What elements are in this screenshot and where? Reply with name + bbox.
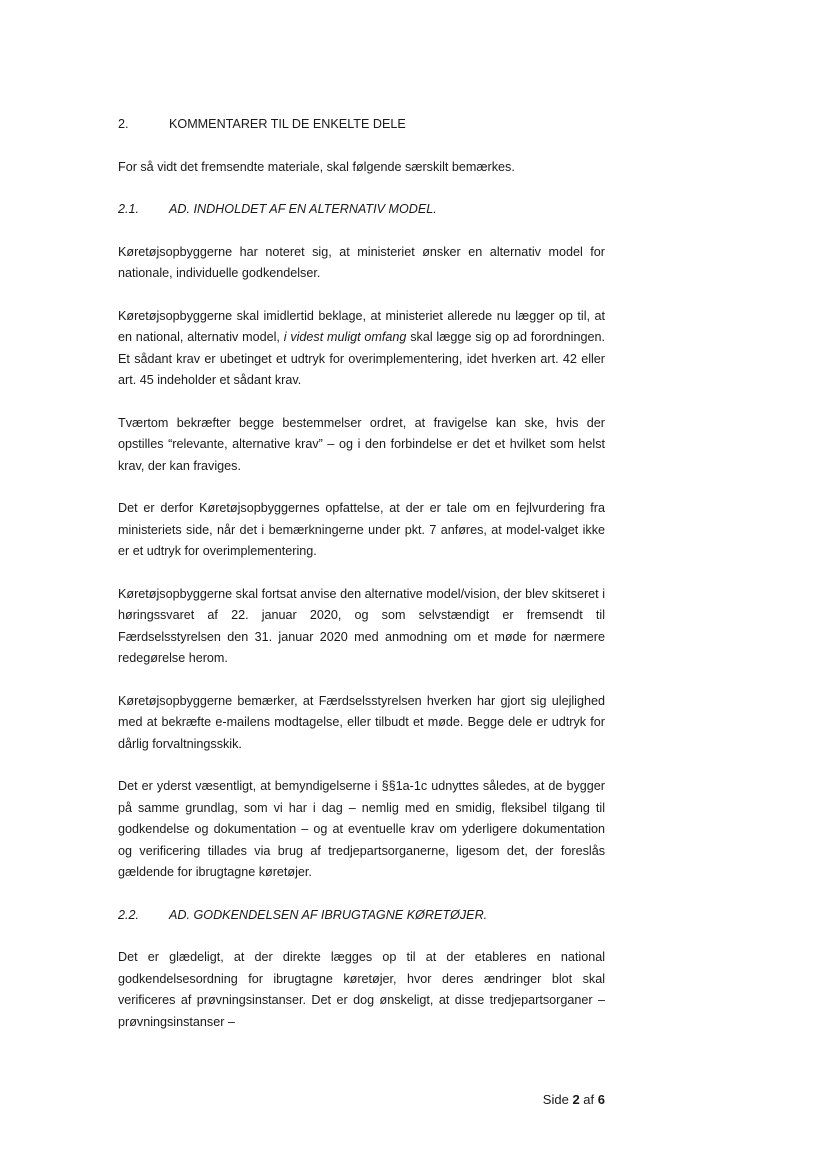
paragraph-2-before: Køretøjsopbyggerne skal imidlertid beklage, at ministeriet allerede nu lægger op til, at en national, alternativ model, <box>118 308 605 344</box>
section-title: KOMMENTARER TIL DE ENKELTE DELE <box>169 117 406 131</box>
footer-total-pages: 6 <box>597 1092 605 1107</box>
paragraph-2-emphasis: i videst muligt omfang <box>283 330 407 344</box>
page-footer <box>543 1089 605 1111</box>
paragraph-3: Tværtom bekræfter begge bestemmelser ordret, at fravigelse kan ske, hvis der opstilles “relevante, alternative krav” – og i den forbindelse er det et hvilket som helst krav, der kan fraviges. <box>118 415 605 473</box>
subsection-number: 2.1. <box>118 202 140 216</box>
footer-page-number: 2 <box>572 1092 580 1107</box>
paragraph-5: Køretøjsopbyggerne skal fortsat anvise den alternative model/vision, der blev skitseret i høringssvaret af 22. januar 2020, og som selvstændigt er fremsendt til Færdselsstyrelsen den 31. januar 2020 med anmodning om et møde for nærmere redegørelse herom. <box>118 586 605 665</box>
paragraph-4: Det er derfor Køretøjsopbyggernes opfattelse, at der er tale om en fejlvurdering fra ministeriets side, når det i bemærkningerne under pkt. 7 anføres, at model-valget ikke er et udtryk for overimplementering. <box>118 501 605 558</box>
paragraph-2-after: skal lægge sig op ad forordningen. Et sådant krav er ubetinget et udtryk for overimplementering, idet hverken art. 42 eller art. 45 indeholder et sådant krav. <box>118 330 605 387</box>
section-heading <box>118 114 605 136</box>
paragraph-1: Køretøjsopbyggerne har noteret sig, at ministeriet ønsker en alternativ model for nationale, individuelle godkendelser. <box>118 244 605 280</box>
paragraph-6: Køretøjsopbyggerne bemærker, at Færdselsstyrelsen hverken har gjort sig ulejlighed med at bekræfte e-mailens modtagelse, eller tilbudt et møde. Begge dele er udtryk for dårlig forvaltningsskik. <box>118 693 605 751</box>
subsection-title: AD. GODKENDELSEN AF IBRUGTAGNE KØRETØJER. <box>169 907 488 922</box>
document-body <box>118 114 605 1054</box>
subsection-heading-2-1 <box>118 199 605 221</box>
section-number: 2. <box>118 117 129 131</box>
subsection-title: AD. INDHOLDET AF EN ALTERNATIV MODEL. <box>169 202 437 216</box>
footer-middle: af <box>583 1092 595 1107</box>
footer-prefix: Side <box>542 1092 569 1107</box>
paragraph-7: Det er yderst væsentligt, at bemyndigelserne i §§1a-1c udnyttes således, at de bygger på samme grundlag, som vi har i dag – nemlig med en smidig, fleksibel tilgang til godkendelse og dokumentation – og at eventuelle krav om yderligere dokumentation og verificering tillades via brug af tredjepartsorganerne, ligesom det, der foreslås gældende for ibrugtagne køretøjer. <box>118 779 605 879</box>
paragraph-8: Det er glædeligt, at der direkte lægges op til at der etableres en national godkendelsesordning for ibrugtagne køretøjer, hvor deres ændringer blot skal verificeres af prøvningsinstanser. Det er dog ønskeligt, at disse tredjepartsorganer – prøvningsinstanser – <box>118 950 605 1029</box>
intro-paragraph: For så vidt det fremsendte materiale, skal følgende særskilt bemærkes. <box>118 159 515 174</box>
paragraph-2 <box>118 306 605 392</box>
subsection-number: 2.2. <box>118 907 140 922</box>
subsection-heading-2-2 <box>118 905 605 927</box>
